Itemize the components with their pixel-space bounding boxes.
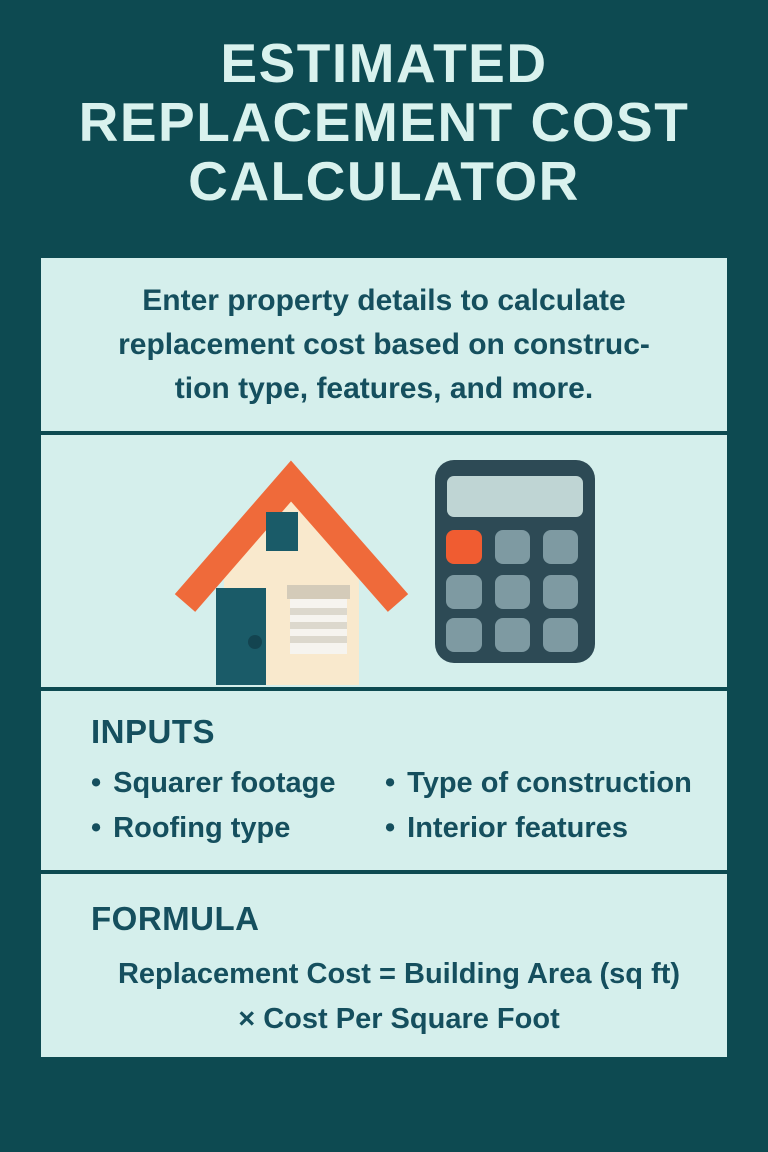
title-line-2: REPLACEMENT COST [78,91,690,153]
intro-line-3: tion type, features, and more. [174,371,594,405]
formula-heading: FORMULA [91,900,260,937]
intro-section [41,258,727,431]
inputs-section [41,691,727,870]
illustration-section [41,435,727,687]
list-item [385,806,692,851]
title-line-3: CALCULATOR [188,150,580,212]
intro-line-2: replacement cost based on construc- [118,327,650,361]
formula-section [41,874,727,1057]
inputs-list-right [385,761,692,851]
intro-text [118,279,650,411]
inputs-list-left [91,761,385,851]
formula-text [91,952,707,1042]
input-label: Interior features [407,812,628,844]
input-label: Type of construction [407,767,692,799]
inputs-columns [91,761,703,851]
bullet-icon: • [91,767,102,799]
list-item [91,761,385,806]
formula-line-1: Replacement Cost = Building Area (sq ft) [117,958,681,990]
formula-line-2: × Cost Per Square Foot [238,1003,560,1035]
bullet-icon: • [91,812,102,844]
calculator-icon [435,460,595,663]
intro-line-1: Enter property details to calculate [142,283,626,317]
list-item [91,806,385,851]
input-label: Roofing type [113,812,291,844]
house-icon [174,450,409,687]
inputs-heading: INPUTS [91,713,216,750]
title-line-1: ESTIMATED [220,32,548,94]
content-card [41,258,727,1057]
bullet-icon: • [385,812,396,844]
input-label: Squarer footage [113,767,336,799]
list-item [385,761,692,806]
page-title [0,34,768,211]
bullet-icon: • [385,767,396,799]
